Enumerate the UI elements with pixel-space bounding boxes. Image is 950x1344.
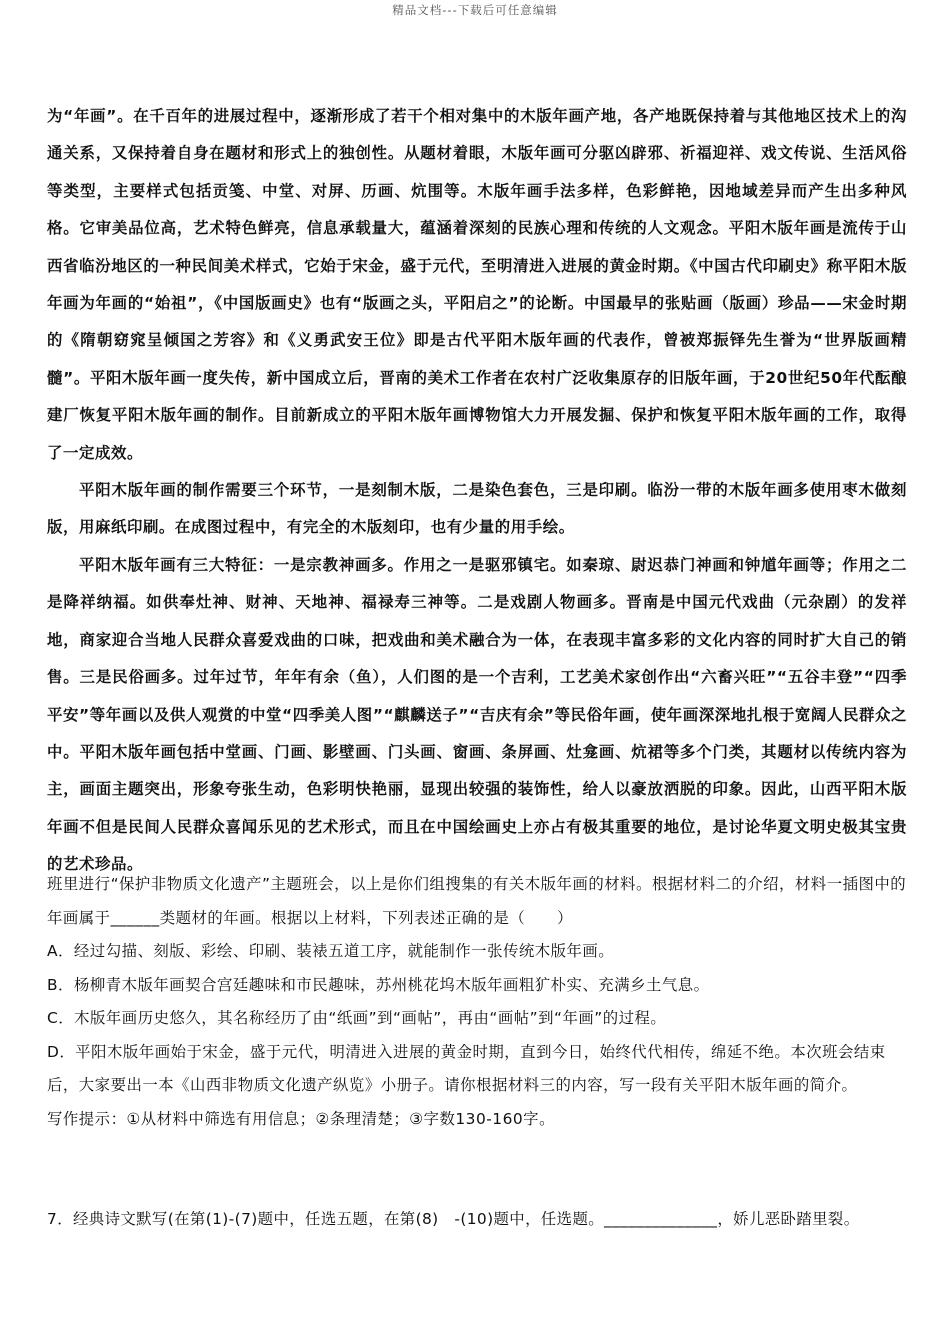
option-c: C．木版年画历史悠久，其名称经历了由“纸画”到“画帖”，再由“画帖”到“年画”的过程。 — [47, 1009, 667, 1027]
material-paragraph-1: 为“年画”。在千百年的进展过程中，逐渐形成了若干个相对集中的木版年画产地，各产地既保持着与其他地区技术上的沟通关系，又保持着自身在题材和形式上的独创性。从题材着眼，木版年画可分驱凶辟邪、祈福迎祥、戏文传说、生活风俗等类型，主要样式包括贡笺、中堂、对屏、历画、炕围等。木版年画手法多样，色彩鲜艳，因地域差异而产生出多种风格。它审美品位高，艺术特色鲜亮，信息承载量大，蕴涵着深刻的民族心理和传统的人文观念。平阳木版年画是流传于山西省临汾地区的一种民间美术样式，它始于宋金，盛于元代，至明清进入进展的黄金时期。《中国古代印刷史》称平阳木版年画为年画的“始祖”，《中国版画史》也有“版画之头，平阳启之”的论断。中国最早的张贴画（版画）珍品——宋金时期的《隋朝窈窕呈倾国之芳容》和《义勇武安王位》即是古代平阳木版年画的代表作，曾被郑振铎先生誉为“世界版画精髓”。平阳木版年画一度失传，新中国成立后，晋南的美术工作者在农村广泛收集原存的旧版年画，于20世纪50年代酝酿建厂恢复平阳木版年画的制作。目前新成立的平阳木版年画博物馆大力开展发掘、保护和恢复平阳木版年画的工作，取得了一定成效。 — [47, 107, 907, 462]
question-stem: 班里进行“保护非物质文化遗产”主题班会，以上是你们组搜集的有关木版年画的材料。根据材料二的介绍，材料一插图中的年画属于______类题材的年画。根据以上材料，下列表述正确的是（ ） — [47, 875, 907, 927]
material-text — [47, 98, 907, 884]
option-d: D．平阳木版年画始于宋金，盛于元代，明清进入进展的黄金时期，直到今日，始终代代相传，绵延不绝。本次班会结束后，大家要出一本《山西非物质文化遗产纵览》小册子。请你根据材料三的内容，写一段有关平阳木版年画的简介。 — [47, 1042, 886, 1094]
question-7: 7．经典诗文默写(在第(1)-(7)题中，任选五题，在第(8) -(10)题中，任选题。______________，娇儿恶卧踏里裂。 — [47, 1210, 860, 1228]
page-header: 精品文档---下载后可任意编辑 — [392, 3, 558, 17]
material-paragraph-2: 平阳木版年画的制作需要三个环节，一是刻制木版，二是染色套色，三是印刷。临汾一带的木版年画多使用枣木做刻版，用麻纸印刷。在成图过程中，有完全的木版刻印，也有少量的用手绘。 — [47, 481, 907, 537]
writing-hint: 写作提示：①从材料中筛选有用信息；②条理清楚；③字数130-160字。 — [47, 1109, 555, 1128]
material-paragraph-3: 平阳木版年画有三大特征：一是宗教神画多。作用之一是驱邪镇宅。如秦琼、尉迟恭门神画和钟馗年画等；作用之二是降祥纳福。如供奉灶神、财神、天地神、福禄寿三神等。二是戏剧人物画多。晋南是中国元代戏曲（元杂剧）的发祥地，商家迎合当地人民群众喜爱戏曲的口味，把戏曲和美术融合为一体，在表现丰富多彩的文化内容的同时扩大自己的销售。三是民俗画多。过年过节，年年有余（鱼），人们图的是一个吉利，工艺美术家创作出“六畜兴旺”“五谷丰登”“四季平安”等年画以及供人观赏的中堂“四季美人图”“麒麟送子”“吉庆有余”等民俗年画，使年画深深地扎根于宽阔人民群众之中。平阳木版年画包括中堂画、门画、影壁画、门头画、窗画、条屏画、灶龛画、炕裙等多个门类，其题材以传统内容为主，画面主题突出，形象夸张生动，色彩明快艳丽，显现出较强的装饰性，给人以豪放洒脱的印象。因此，山西平阳木版年画不但是民间人民群众喜闻乐见的艺术形式，而且在中国绘画史上亦占有极其重要的地位，是讨论华夏文明史极其宝贵的艺术珍品。 — [47, 555, 907, 874]
option-a: A．经过勾描、刻版、彩绘、印刷、装裱五道工序，就能制作一张传统木版年画。 — [47, 942, 615, 960]
option-b: B．杨柳青木版年画契合宫廷趣味和市民趣味，苏州桃花坞木版年画粗犷朴实、充满乡土气息。 — [47, 975, 710, 994]
question-6 — [47, 868, 907, 1136]
